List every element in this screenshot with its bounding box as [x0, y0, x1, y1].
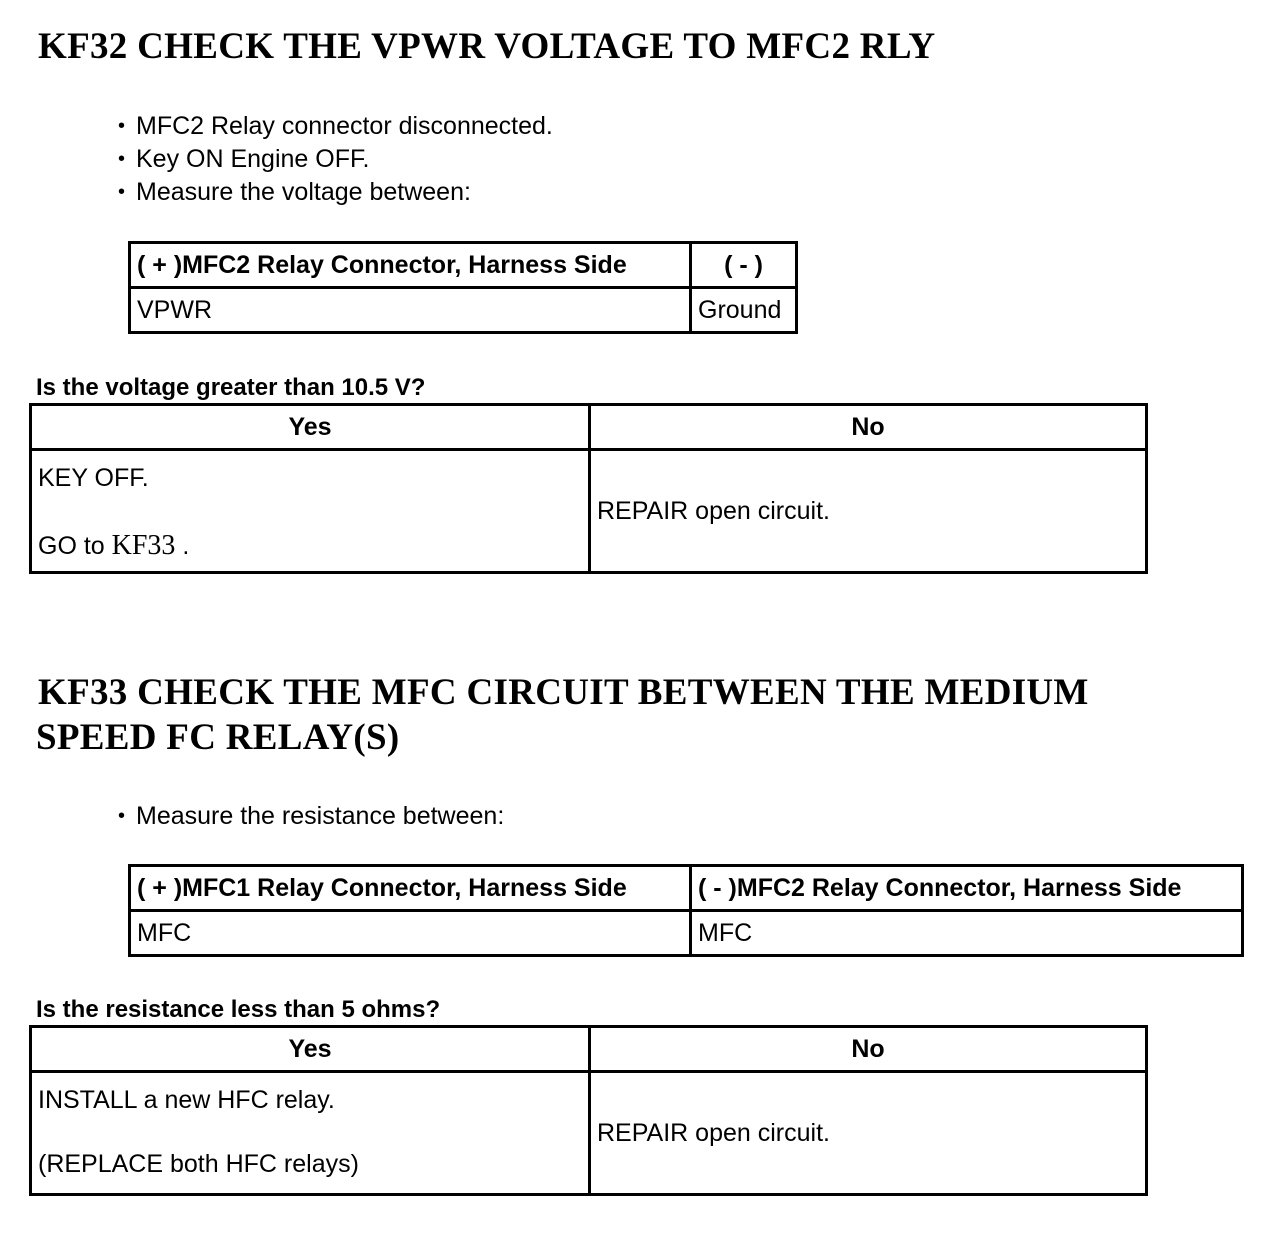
goto-instruction: GO to KF33 .	[38, 530, 190, 561]
yes-action-note: (REPLACE both HFC relays)	[38, 1150, 359, 1178]
kf33-question: Is the resistance less than 5 ohms?	[36, 996, 441, 1023]
kf32-title: KF32 CHECK THE VPWR VOLTAGE TO MFC2 RLY	[38, 26, 936, 67]
kf32-step: • Key ON Engine OFF.	[118, 143, 553, 176]
kf32-result-table	[29, 403, 1148, 574]
kf33-step-list	[118, 800, 504, 833]
positive-lead-header: ( + )MFC2 Relay Connector, Harness Side	[130, 243, 691, 288]
yes-header: Yes	[31, 1027, 590, 1072]
kf32-step: • Measure the voltage between:	[118, 176, 553, 209]
yes-action-cell	[31, 1072, 590, 1195]
kf33-step: • Measure the resistance between:	[118, 800, 504, 833]
yes-header: Yes	[31, 405, 590, 450]
kf33-resistance-measurement-table	[128, 864, 1244, 957]
kf32-step-list	[118, 110, 553, 209]
kf33-title-line2: SPEED FC RELAY(S)	[36, 717, 400, 758]
no-header: No	[590, 1027, 1147, 1072]
positive-lead-header: ( + )MFC1 Relay Connector, Harness Side	[130, 866, 691, 911]
kf33-result-table	[29, 1025, 1148, 1196]
yes-action-line: INSTALL a new HFC relay.	[38, 1086, 335, 1114]
yes-action-line: KEY OFF.	[38, 464, 149, 492]
negative-lead-header: ( - )	[691, 243, 797, 288]
kf32-step: • MFC2 Relay connector disconnected.	[118, 110, 553, 143]
no-action-cell: REPAIR open circuit.	[590, 450, 1147, 573]
positive-lead-value: MFC	[130, 911, 691, 956]
no-header: No	[590, 405, 1147, 450]
yes-action-cell	[31, 450, 590, 573]
negative-lead-header: ( - )MFC2 Relay Connector, Harness Side	[691, 866, 1243, 911]
negative-lead-value: Ground	[691, 288, 797, 333]
kf32-voltage-measurement-table	[128, 241, 798, 334]
kf33-title-line1: KF33 CHECK THE MFC CIRCUIT BETWEEN THE MEDIUM	[38, 672, 1089, 713]
kf32-question: Is the voltage greater than 10.5 V?	[36, 374, 426, 401]
negative-lead-value: MFC	[691, 911, 1243, 956]
positive-lead-value: VPWR	[130, 288, 691, 333]
kf33-step-link[interactable]: KF33	[111, 530, 176, 561]
no-action-cell: REPAIR open circuit.	[590, 1072, 1147, 1195]
